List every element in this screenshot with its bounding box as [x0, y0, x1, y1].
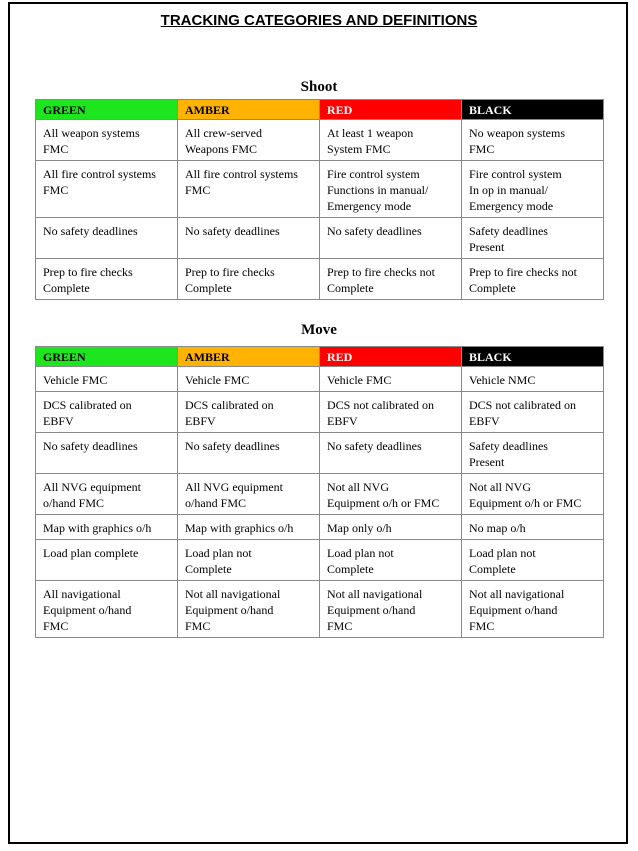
table-row	[36, 367, 604, 392]
cell-red: No safety deadlines	[320, 433, 462, 474]
cell-black: Safety deadlines Present	[462, 218, 604, 259]
header-red: RED	[320, 347, 462, 367]
table-row	[36, 259, 604, 300]
cell-red: Fire control system Functions in manual/ Emergency mode	[320, 161, 462, 218]
cell-red: Not all navigational Equipment o/hand FMC	[320, 581, 462, 638]
cell-amber: No safety deadlines	[178, 433, 320, 474]
shoot-table	[35, 99, 604, 300]
section-title-shoot: Shoot	[300, 79, 338, 95]
cell-red: At least 1 weapon System FMC	[320, 120, 462, 161]
cell-black: No map o/h	[462, 515, 604, 540]
cell-amber: Vehicle FMC	[178, 367, 320, 392]
cell-red: Not all NVG Equipment o/h or FMC	[320, 474, 462, 515]
cell-green: All weapon systems FMC	[36, 120, 178, 161]
cell-amber: No safety deadlines	[178, 218, 320, 259]
table-row	[36, 540, 604, 581]
move-table	[35, 346, 604, 638]
document-title: TRACKING CATEGORIES AND DEFINITIONS	[160, 12, 478, 29]
cell-green: No safety deadlines	[36, 433, 178, 474]
cell-green: Vehicle FMC	[36, 367, 178, 392]
cell-red: DCS not calibrated on EBFV	[320, 392, 462, 433]
header-red: RED	[320, 100, 462, 120]
cell-green: Prep to fire checks Complete	[36, 259, 178, 300]
header-amber: AMBER	[178, 347, 320, 367]
table-row	[36, 474, 604, 515]
table-row	[36, 392, 604, 433]
cell-black: Safety deadlines Present	[462, 433, 604, 474]
header-black: BLACK	[462, 100, 604, 120]
cell-amber: Load plan not Complete	[178, 540, 320, 581]
table-row	[36, 218, 604, 259]
cell-black: DCS not calibrated on EBFV	[462, 392, 604, 433]
cell-green: All fire control systems FMC	[36, 161, 178, 218]
cell-black: Not all navigational Equipment o/hand FMC	[462, 581, 604, 638]
header-green: GREEN	[36, 100, 178, 120]
cell-black: Fire control system In op in manual/ Emergency mode	[462, 161, 604, 218]
cell-red: Map only o/h	[320, 515, 462, 540]
cell-green: No safety deadlines	[36, 218, 178, 259]
table-row	[36, 161, 604, 218]
cell-amber: Map with graphics o/h	[178, 515, 320, 540]
header-amber: AMBER	[178, 100, 320, 120]
cell-black: Prep to fire checks not Complete	[462, 259, 604, 300]
cell-green: Map with graphics o/h	[36, 515, 178, 540]
cell-amber: DCS calibrated on EBFV	[178, 392, 320, 433]
section-title-move: Move	[301, 322, 337, 338]
cell-green: All navigational Equipment o/hand FMC	[36, 581, 178, 638]
cell-red: Prep to fire checks not Complete	[320, 259, 462, 300]
table-row	[36, 581, 604, 638]
cell-green: DCS calibrated on EBFV	[36, 392, 178, 433]
cell-amber: All crew-served Weapons FMC	[178, 120, 320, 161]
table-row	[36, 515, 604, 540]
cell-black: No weapon systems FMC	[462, 120, 604, 161]
header-row	[36, 100, 604, 120]
header-row	[36, 347, 604, 367]
header-green: GREEN	[36, 347, 178, 367]
cell-amber: Not all navigational Equipment o/hand FMC	[178, 581, 320, 638]
cell-red: Load plan not Complete	[320, 540, 462, 581]
cell-black: Not all NVG Equipment o/h or FMC	[462, 474, 604, 515]
cell-amber: All NVG equipment o/hand FMC	[178, 474, 320, 515]
cell-red: No safety deadlines	[320, 218, 462, 259]
cell-amber: All fire control systems FMC	[178, 161, 320, 218]
cell-amber: Prep to fire checks Complete	[178, 259, 320, 300]
cell-red: Vehicle FMC	[320, 367, 462, 392]
table-row	[36, 433, 604, 474]
table-row	[36, 120, 604, 161]
cell-black: Vehicle NMC	[462, 367, 604, 392]
header-black: BLACK	[462, 347, 604, 367]
cell-green: All NVG equipment o/hand FMC	[36, 474, 178, 515]
cell-black: Load plan not Complete	[462, 540, 604, 581]
cell-green: Load plan complete	[36, 540, 178, 581]
